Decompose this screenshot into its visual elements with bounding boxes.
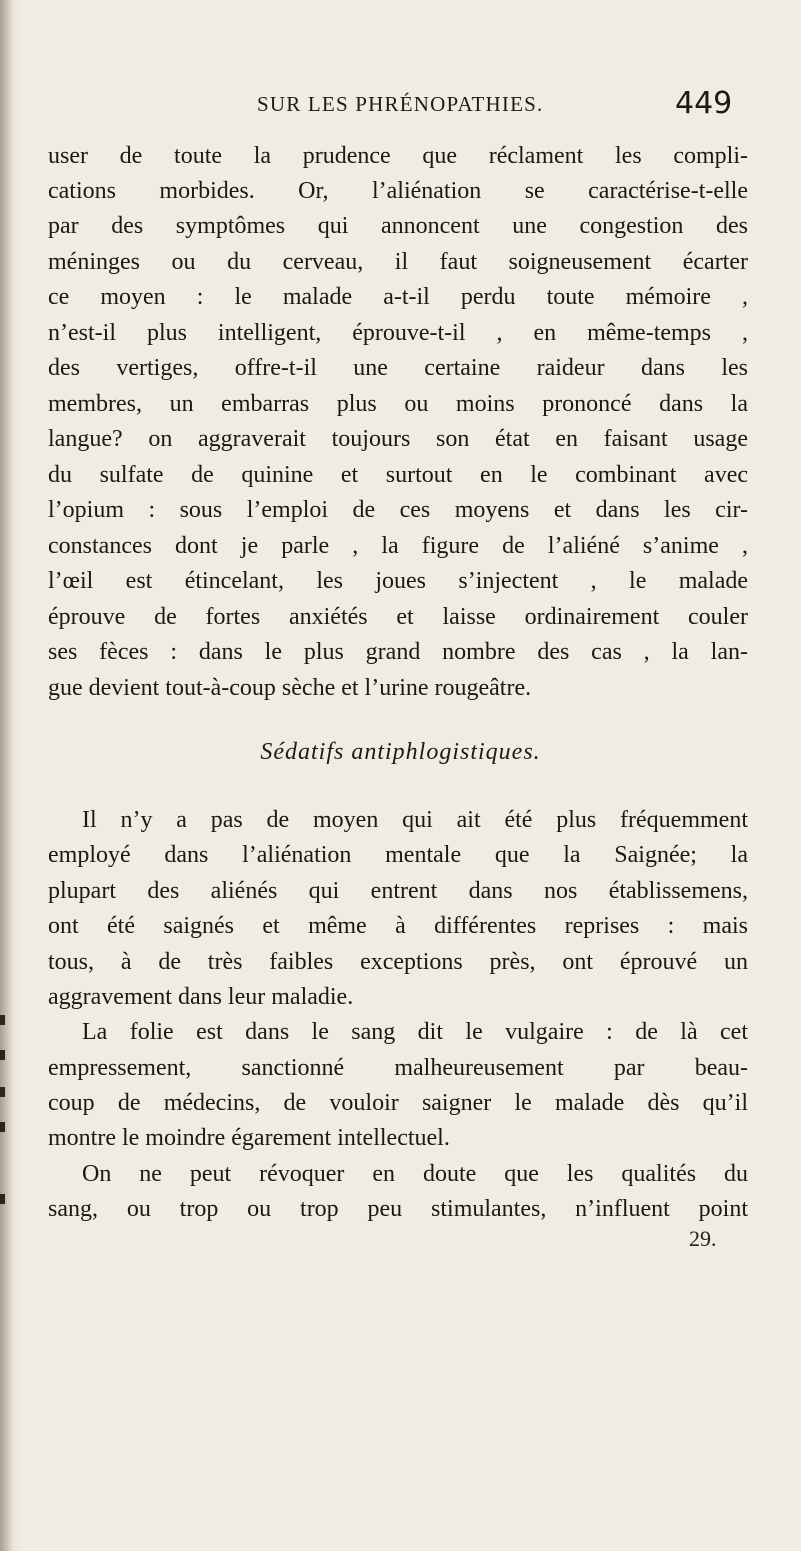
edge-mark	[0, 1194, 5, 1204]
text-line: membres, un embarras plus ou moins prononcé dans la	[48, 391, 748, 417]
text-line: l’opium : sous l’emploi de ces moyens et dans les cir-	[48, 497, 748, 523]
edge-mark	[0, 1122, 5, 1132]
text-line: cations morbides. Or, l’aliénation se caractérise-t-elle	[48, 178, 748, 204]
text-line: empressement, sanctionné malheureusement par beau-	[48, 1055, 748, 1081]
edge-mark	[0, 1050, 5, 1060]
text-line: ce moyen : le malade a-t-il perdu toute mémoire ,	[48, 284, 748, 310]
text-line: méninges ou du cerveau, il faut soigneusement écarter	[48, 249, 748, 275]
text-line: montre le moindre égarement intellectuel.	[48, 1125, 450, 1151]
text-line: ses fèces : dans le plus grand nombre des cas , la lan-	[48, 639, 748, 665]
text-line: employé dans l’aliénation mentale que la Saignée; la	[48, 842, 748, 868]
text-line: éprouve de fortes anxiétés et laisse ordinairement couler	[48, 604, 748, 630]
page-number: 449	[675, 86, 733, 121]
signature-mark: 29.	[689, 1226, 717, 1251]
text-line: tous, à de très faibles exceptions près, ont éprouvé un	[48, 949, 748, 975]
binding-shadow	[0, 0, 14, 1551]
text-line: coup de médecins, de vouloir saigner le malade dès qu’il	[48, 1090, 748, 1116]
text-line: plupart des aliénés qui entrent dans nos établissemens,	[48, 878, 748, 904]
section-heading: Sédatifs antiphlogistiques.	[260, 739, 541, 765]
text-line: des vertiges, offre-t-il une certaine raideur dans les	[48, 355, 748, 381]
text-line: l’œil est étincelant, les joues s’injectent , le malade	[48, 568, 748, 594]
running-title: SUR LES PHRÉNOPATHIES.	[257, 92, 544, 116]
text-line: n’est-il plus intelligent, éprouve-t-il , en même-temps ,	[48, 320, 748, 346]
edge-mark	[0, 1015, 5, 1025]
text-line: user de toute la prudence que réclament les compli-	[48, 143, 748, 169]
text-line: Il n’y a pas de moyen qui ait été plus fréquemment	[82, 807, 748, 833]
text-line: La folie est dans le sang dit le vulgaire : de là cet	[82, 1019, 748, 1045]
text-line: On ne peut révoquer en doute que les qualités du	[82, 1161, 748, 1187]
text-line: langue? on aggraverait toujours son état en faisant usage	[48, 426, 748, 452]
text-line: gue devient tout-à-coup sèche et l’urine rougeâtre.	[48, 675, 532, 701]
text-line: du sulfate de quinine et surtout en le combinant avec	[48, 462, 748, 488]
text-line: ont été saignés et même à différentes reprises : mais	[48, 913, 748, 939]
text-line: constances dont je parle , la figure de l’aliéné s’anime ,	[48, 533, 748, 559]
text-line: sang, ou trop ou trop peu stimulantes, n’influent point	[48, 1196, 748, 1222]
edge-mark	[0, 1087, 5, 1097]
text-line: aggravement dans leur maladie.	[48, 984, 354, 1010]
text-line: par des symptômes qui annoncent une congestion des	[48, 213, 748, 239]
running-head	[0, 86, 801, 126]
